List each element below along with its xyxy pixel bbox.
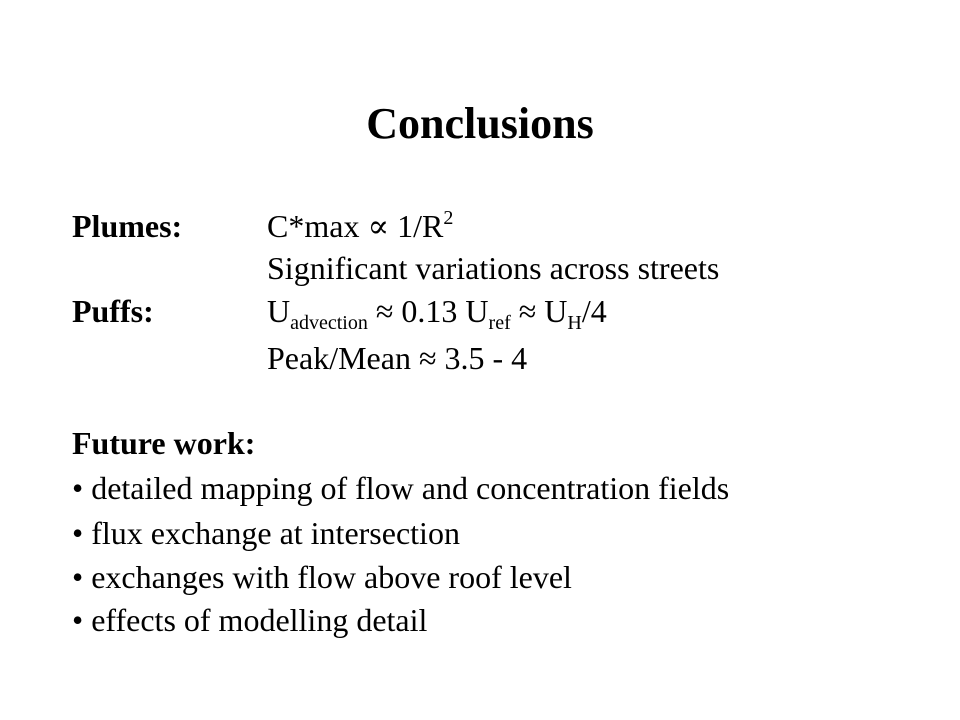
puffs-end: /4 — [581, 293, 607, 329]
future-item-2 — [72, 513, 460, 553]
future-item-1-text: detailed mapping of flow and concentration fields — [91, 470, 730, 506]
puffs-mid1: ≈ 0.13 U — [367, 293, 489, 329]
bullet-glyph: • — [72, 515, 84, 551]
plumes-label: Plumes: — [72, 208, 183, 244]
bullet-glyph: • — [72, 602, 84, 638]
plumes-row — [0, 206, 960, 246]
bullet-glyph: • — [72, 470, 84, 506]
puffs-sub-advection: advection — [290, 312, 368, 334]
puffs-label: Puffs: — [72, 293, 154, 329]
bullet-glyph: • — [72, 559, 84, 595]
future-item-3 — [72, 557, 572, 597]
plumes-formula — [267, 206, 453, 246]
puffs-sub-ref: ref — [488, 312, 511, 334]
puffs-sub-h: H — [567, 312, 582, 334]
future-item-1 — [72, 468, 729, 508]
puffs-mid2: ≈ U — [510, 293, 568, 329]
puffs-formula — [267, 291, 607, 334]
slide-title: Conclusions — [366, 99, 594, 148]
plumes-formula-main: C*max ∝ 1/R — [267, 208, 444, 244]
puffs-u: U — [267, 293, 291, 329]
plumes-formula-exponent: 2 — [443, 207, 454, 229]
future-item-4 — [72, 600, 427, 640]
future-item-3-text: exchanges with flow above roof level — [91, 559, 572, 595]
puffs-peak-mean: Peak/Mean ≈ 3.5 - 4 — [267, 340, 528, 376]
future-item-4-text: effects of modelling detail — [91, 602, 428, 638]
future-item-2-text: flux exchange at intersection — [91, 515, 460, 551]
future-work-heading: Future work: — [72, 425, 256, 461]
plumes-variations: Significant variations across streets — [267, 250, 720, 286]
puffs-row — [0, 291, 960, 334]
